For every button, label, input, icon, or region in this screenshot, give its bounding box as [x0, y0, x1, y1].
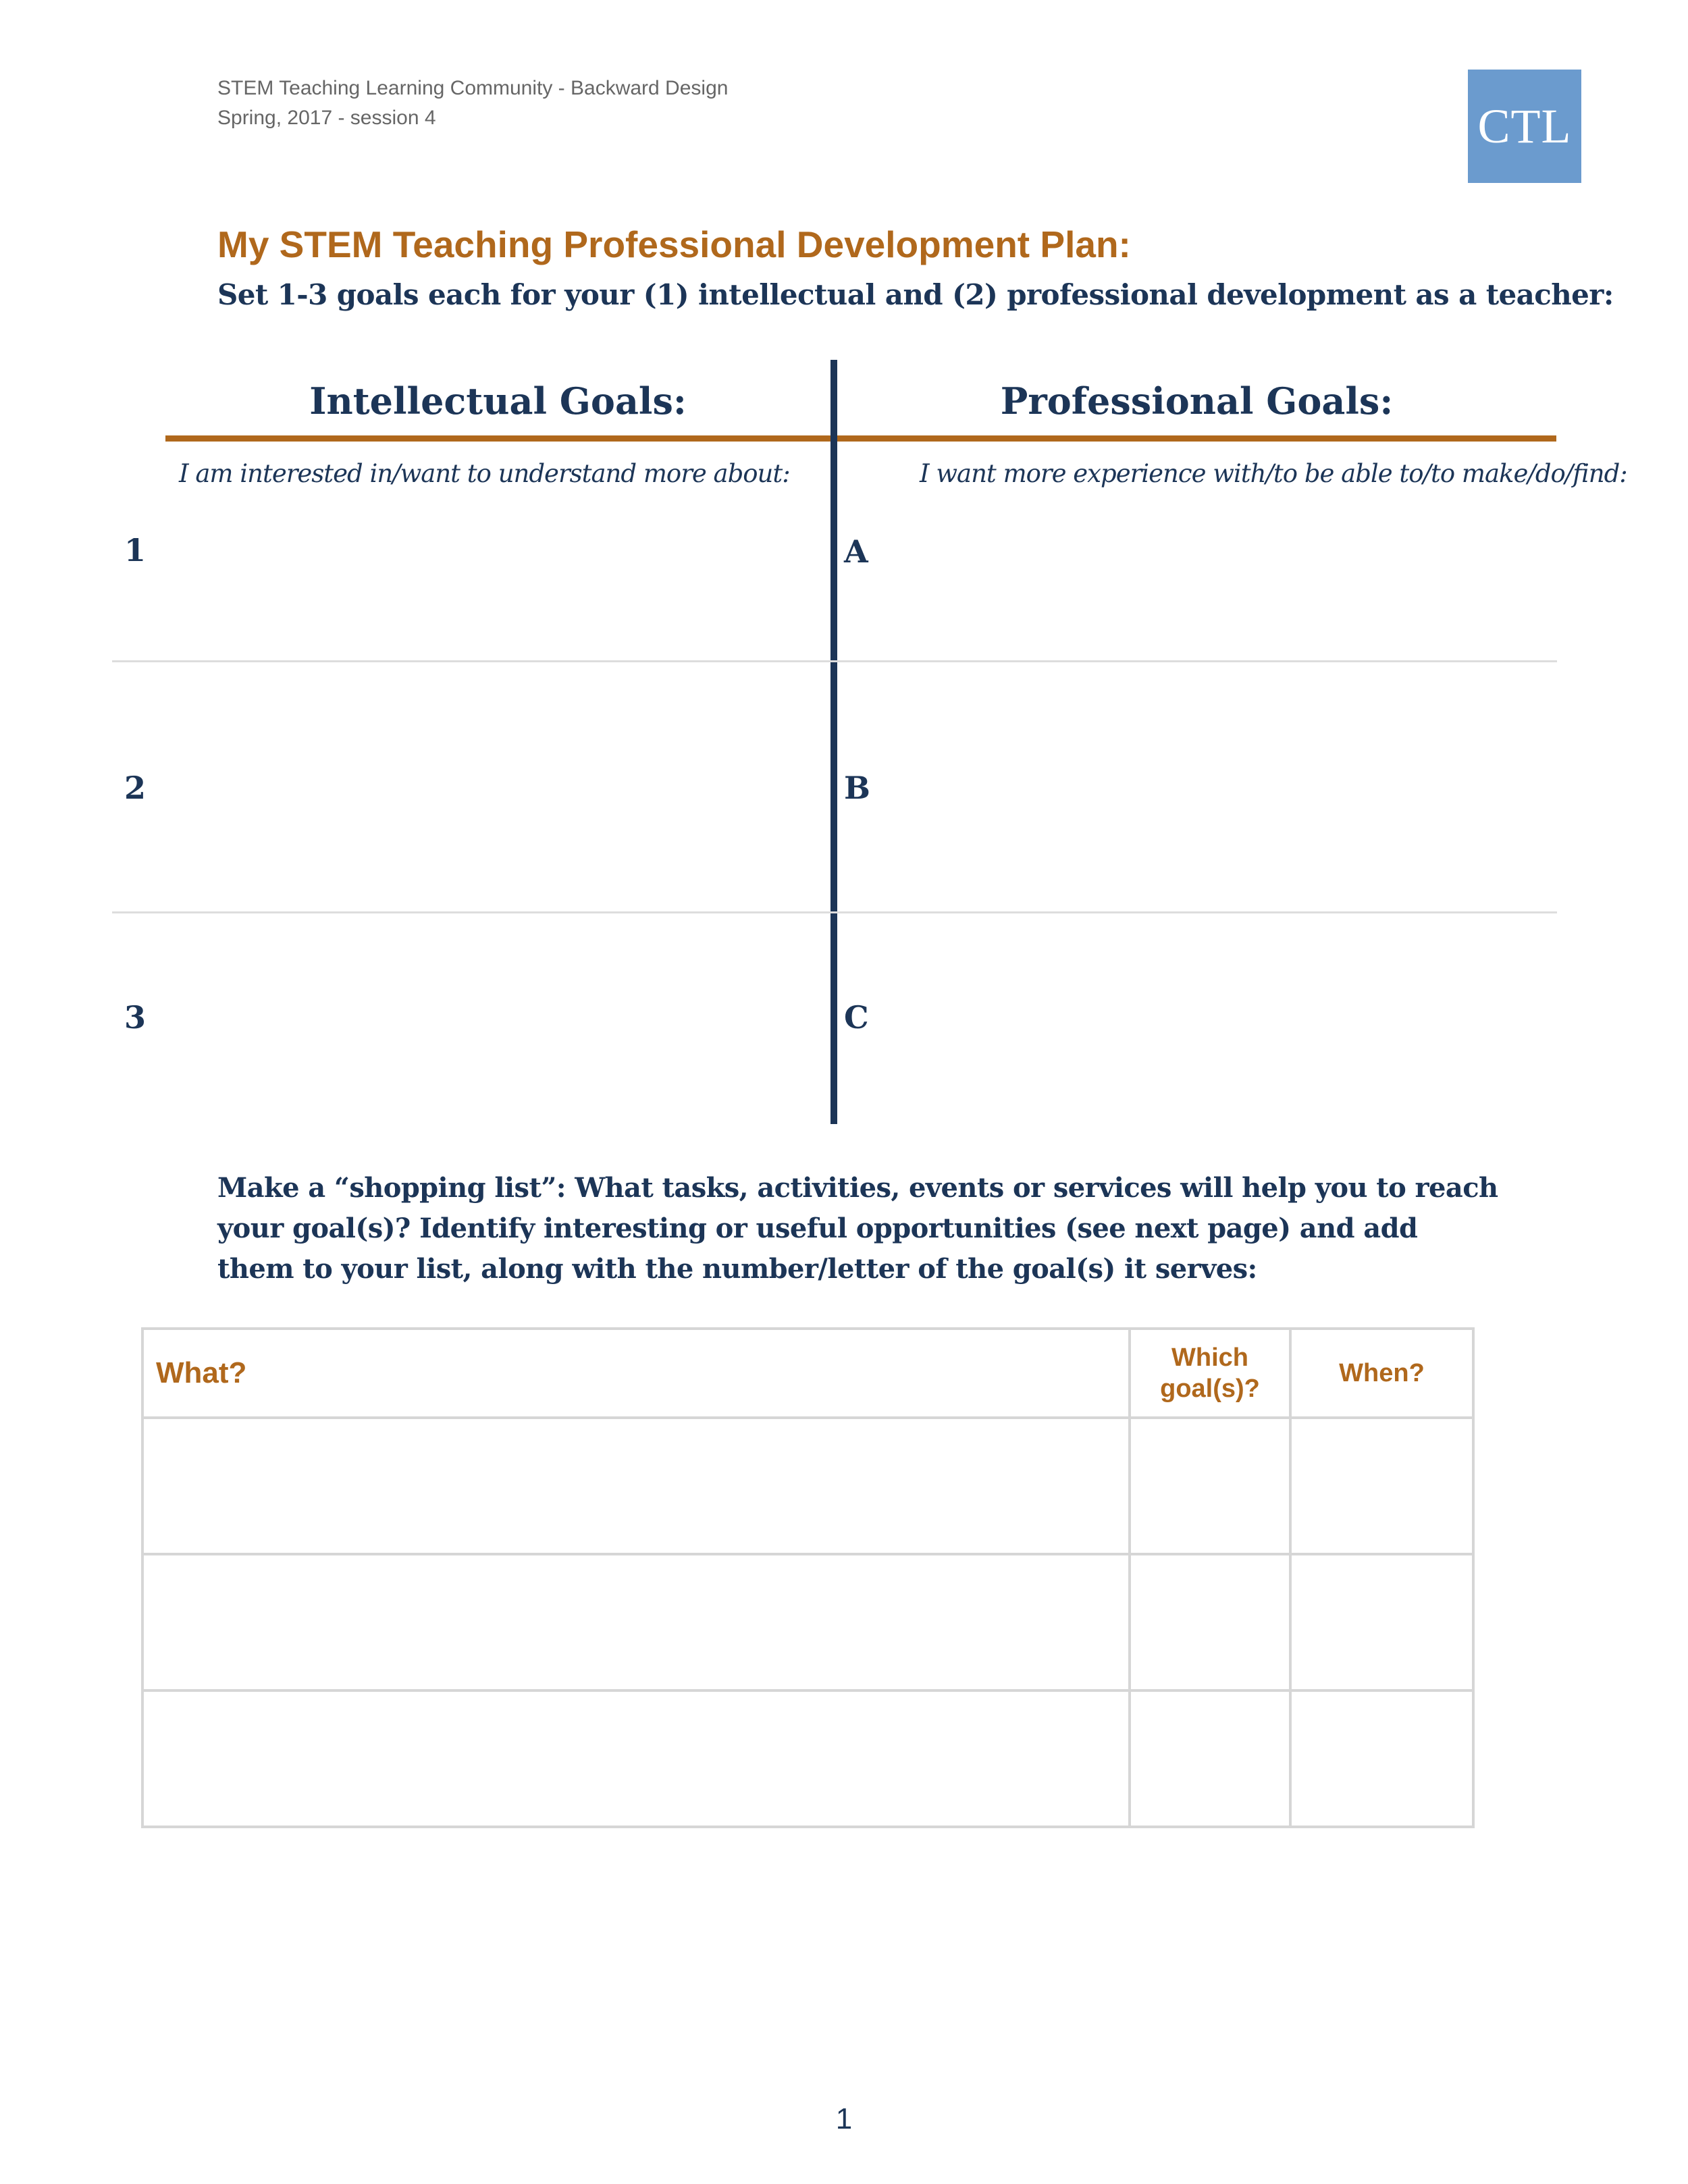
when-cell[interactable]	[1290, 1690, 1473, 1827]
what-cell[interactable]	[142, 1554, 1130, 1690]
which-goals-cell[interactable]	[1130, 1554, 1290, 1690]
goal-marker-1: 1	[124, 532, 147, 568]
table-row	[142, 1418, 1473, 1554]
page-title: My STEM Teaching Professional Development Plan:	[217, 223, 1131, 265]
table-row	[142, 1690, 1473, 1827]
intellectual-goals-heading: Intellectual Goals:	[309, 379, 687, 423]
what-cell[interactable]	[142, 1690, 1130, 1827]
column-header-what: What?	[142, 1329, 1130, 1418]
header-session: Spring, 2017 - session 4	[217, 107, 436, 129]
page-number: 1	[835, 2102, 853, 2135]
goal-marker-3: 3	[124, 999, 147, 1036]
goal-row-separator	[112, 911, 1557, 913]
intellectual-prompt: I am interested in/want to understand more about:	[179, 459, 790, 488]
page-subtitle: Set 1-3 goals each for your (1) intellectual and (2) professional development as a teacher:	[217, 278, 1614, 311]
goal-row-separator	[112, 660, 1557, 662]
ctl-logo: CTL	[1468, 70, 1581, 183]
column-header-when: When?	[1290, 1329, 1473, 1418]
professional-goals-heading: Professional Goals:	[1000, 379, 1394, 423]
professional-prompt: I want more experience with/to be able to/to make/do/find:	[920, 459, 1627, 488]
table-header-row	[142, 1329, 1473, 1418]
shopping-list-instructions: Make a “shopping list”: What tasks, activities, events or services will help you to reach your goal(s)? Identify interesting or useful opportunities (see next page) and add them to your list, along with the number/letter of the goal(s) it serves:	[217, 1172, 1498, 1285]
column-divider	[830, 360, 837, 1124]
table-row	[142, 1554, 1473, 1690]
which-goals-cell[interactable]	[1130, 1690, 1290, 1827]
goal-marker-a: A	[844, 533, 868, 570]
which-goals-cell[interactable]	[1130, 1418, 1290, 1554]
goal-marker-c: C	[844, 999, 869, 1036]
goal-marker-2: 2	[124, 770, 147, 806]
shopping-list-table	[141, 1327, 1475, 1828]
goal-marker-b: B	[844, 770, 870, 806]
when-cell[interactable]	[1290, 1554, 1473, 1690]
what-cell[interactable]	[142, 1418, 1130, 1554]
when-cell[interactable]	[1290, 1418, 1473, 1554]
column-header-which-goals: Which goal(s)?	[1130, 1329, 1290, 1418]
heading-divider	[165, 435, 1556, 442]
header-course-title: STEM Teaching Learning Community - Backward Design	[217, 77, 729, 99]
